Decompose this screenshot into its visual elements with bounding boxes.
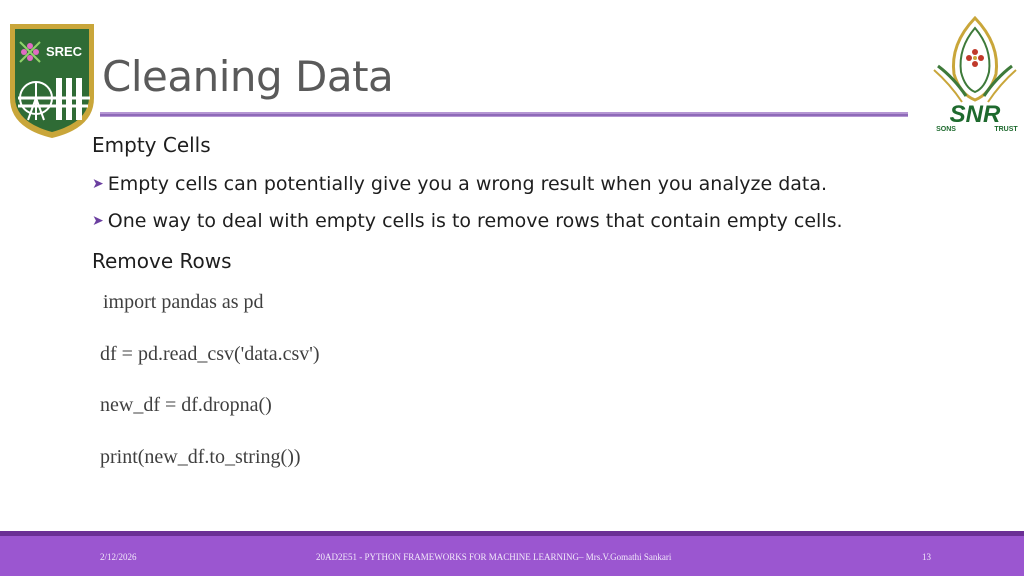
footer-course-title: 20AD2E51 - PYTHON FRAMEWORKS FOR MACHINE LEARNING– Mrs.V.Gomathi Sankari	[316, 552, 672, 562]
bullet-text: Empty cells can potentially give you a wrong result when you analyze data.	[107, 173, 828, 195]
snr-logo-text: SNR	[949, 101, 1001, 128]
code-line: import pandas as pd	[103, 291, 264, 313]
bullet-item	[92, 173, 827, 195]
code-line: new_df = df.dropna()	[100, 394, 272, 416]
footer-date: 2/12/2026	[100, 552, 137, 562]
srec-logo-text: SREC	[45, 44, 83, 59]
bullet-text: One way to deal with empty cells is to remove rows that contain empty cells.	[107, 210, 843, 232]
arrow-bullet-icon: ➤	[92, 213, 104, 229]
snr-logo	[930, 14, 1020, 134]
srec-logo	[6, 20, 98, 140]
code-line: print(new_df.to_string())	[100, 446, 301, 468]
title-divider	[100, 112, 908, 117]
bullet-item	[92, 210, 843, 232]
snr-logo-sons: SONS	[936, 126, 956, 133]
footer-page-number: 13	[922, 552, 931, 562]
slide-title: Cleaning Data	[102, 52, 394, 101]
section-heading-empty-cells: Empty Cells	[92, 133, 211, 157]
arrow-bullet-icon: ➤	[92, 176, 104, 192]
snr-logo-trust: TRUST	[994, 126, 1018, 133]
code-line: df = pd.read_csv('data.csv')	[100, 343, 320, 365]
subheading-remove-rows: Remove Rows	[92, 249, 232, 273]
